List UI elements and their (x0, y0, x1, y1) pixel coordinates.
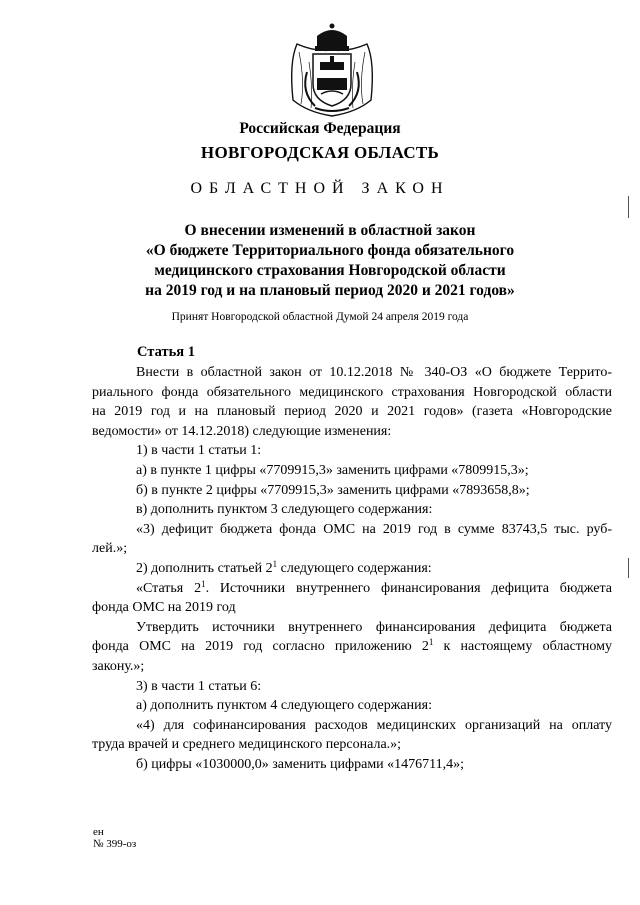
text-span: . Источники внутреннего финансирования дефицита бюджета (205, 580, 612, 596)
title-line: медицинского страхования Новгородской области (154, 262, 506, 279)
margin-mark (628, 196, 629, 218)
article-body (92, 363, 612, 774)
body-line: Утвердить источники внутреннего финансирования дефицита бюджета (136, 619, 612, 635)
superscript: 1 (428, 637, 434, 648)
text-span: следующего содержания: (277, 560, 432, 576)
body-line: лей.»; (92, 541, 128, 557)
text-span: «Статья 2 (136, 580, 202, 596)
body-line: труда врачей и среднего медицинского персонала.»; (92, 737, 402, 753)
body-line: а) в пункте 1 цифры «7709915,3» заменить цифрами «7809915,3»; (136, 462, 529, 478)
body-line (92, 559, 612, 579)
novgorod-coat-of-arms-icon (287, 22, 377, 118)
superscript: 1 (272, 558, 278, 569)
body-line: «4) для софинансирования расходов медицинских организаций на оплату (136, 717, 612, 733)
body-line: в) дополнить пунктом 3 следующего содержания: (136, 502, 433, 518)
federation-name: Российская Федерация (239, 120, 401, 137)
region-name: НОВГОРОДСКАЯ ОБЛАСТЬ (200, 143, 440, 162)
body-line: 1) в части 1 статьи 1: (136, 443, 262, 459)
body-line: фонда ОМС на 2019 год (92, 600, 236, 616)
footer-initials: ен (93, 826, 104, 838)
body-line (92, 637, 612, 657)
body-line: б) в пункте 2 цифры «7709915,3» заменить цифрами «7893658,8»; (136, 482, 530, 498)
body-line: Внести в областной закон от 10.12.2018 № 340-ОЗ «О бюджете Террито- (136, 365, 612, 380)
footer-number: № 399-оз (93, 838, 137, 850)
body-line: 3) в части 1 статьи 6: (136, 678, 262, 694)
law-title (100, 221, 560, 301)
document-type: ОБЛАСТНОЙ ЗАКОН (190, 180, 450, 197)
margin-mark (628, 558, 629, 578)
body-line: риального фонда обязательного медицинского страхования Новгородской области (92, 384, 612, 400)
body-line: а) дополнить пунктом 4 следующего содержания: (136, 698, 432, 714)
title-line: «О бюджете Территориального фонда обязательного (145, 242, 515, 259)
body-line: «3) дефицит бюджета фонда ОМС на 2019 год в сумме 83743,5 тыс. руб- (136, 521, 612, 537)
body-line: ведомости» от 14.12.2018) следующие изменения: (92, 423, 392, 439)
body-line: закону.»; (92, 658, 145, 674)
title-line: О внесении изменений в областной закон (184, 222, 476, 239)
article-heading: Статья 1 (137, 344, 195, 360)
adoption-note: Принят Новгородской областной Думой 24 апреля 2019 года (171, 311, 469, 323)
body-line: б) цифры «1030000,0» заменить цифрами «1476711,4»; (136, 756, 465, 772)
text-span: фонда ОМС на 2019 год согласно приложению 2 (92, 639, 429, 655)
body-line (92, 579, 612, 599)
text-span: 2) дополнить статьей 2 (136, 560, 273, 576)
title-line: на 2019 год и на плановый период 2020 и 2021 годов» (145, 282, 515, 299)
body-line: на 2019 год и на плановый период 2020 и 2021 годов» (газета «Новгородские (92, 404, 612, 420)
text-span: к настоящему областному (433, 639, 612, 655)
document-footer (93, 826, 136, 850)
superscript: 1 (201, 578, 206, 589)
